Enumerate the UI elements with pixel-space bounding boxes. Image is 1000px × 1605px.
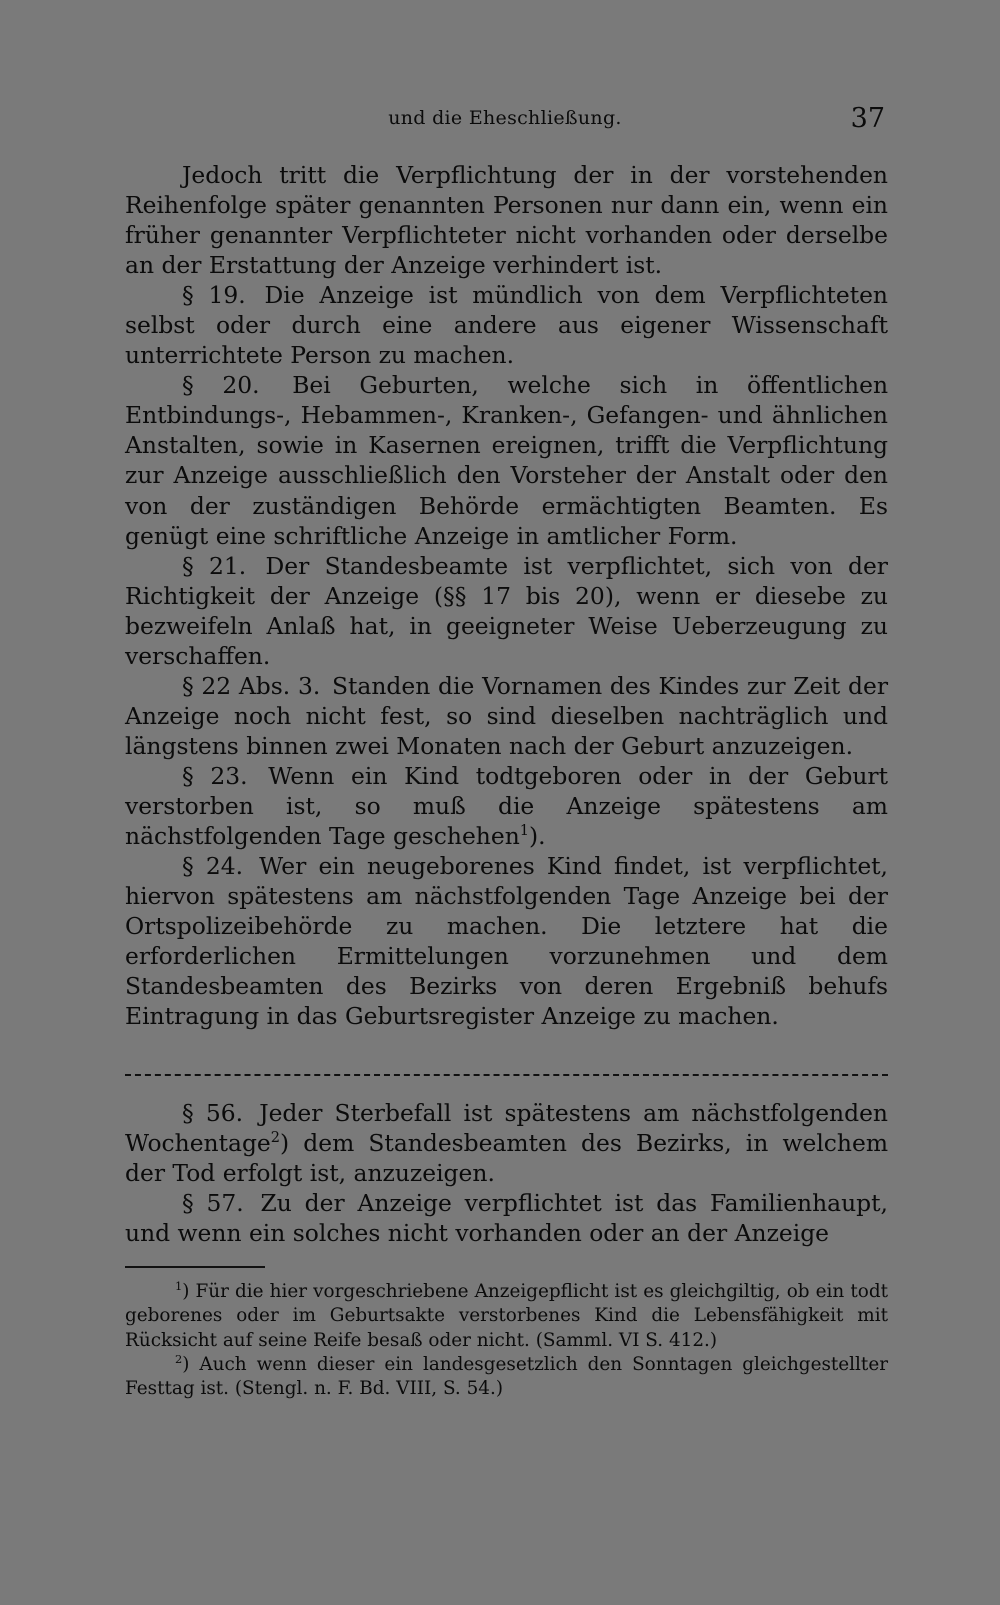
omission-dash-rule: [125, 1074, 888, 1080]
main-text: [125, 160, 888, 1031]
paragraph-text: Standen die Vornamen des Kindes zur Zeit der Anzeige noch nicht fest, so sind dieselben nachträglich und längstens binnen zwei Monaten nach der Geburt anzuzeigen.: [125, 671, 889, 760]
paragraph-text: Jeder Sterbefall ist spätestens am nächstfolgenden Wochentage: [125, 1099, 888, 1158]
footnote-mark: 1: [175, 1278, 183, 1293]
footnote-ref: 2: [270, 1130, 281, 1147]
section-number: § 19.: [182, 281, 246, 310]
paragraph-section-22: [125, 671, 888, 761]
section-number: § 22 Abs. 3.: [182, 671, 321, 700]
footnote: [125, 1280, 888, 1353]
section-number: § 24.: [182, 852, 244, 881]
paragraph-section-19: [125, 280, 888, 370]
paragraph-section-20: [125, 370, 888, 550]
section-number: § 57.: [182, 1189, 244, 1218]
running-title: und die Eheschließung.: [388, 107, 622, 129]
paragraph-text: Die Anzeige ist mündlich von dem Verpflichteten selbst oder durch eine andere aus eigener Wissenschaft unterrichtete Person zu machen.: [125, 281, 889, 370]
paragraph-section-24: [125, 851, 888, 1031]
footnote-rule: [125, 1266, 265, 1268]
paragraph-text: Zu der Anzeige verpflichtet ist das Familienhaupt, und wenn ein solches nicht vorhanden oder an der Anzeige: [125, 1189, 888, 1248]
section-number: § 23.: [182, 761, 248, 790]
running-head: [125, 103, 885, 139]
footnote-text: ) Auch wenn dieser ein landesgesetzlich den Sonntagen gleichgestellter Festtag ist. (Stengl. n. F. Bd. VIII, S. 54.): [125, 1353, 888, 1400]
paragraph-text: Der Standesbeamte ist verpflichtet, sich von der Richtigkeit der Anzeige (§§ 17 bis 20), wenn er diesebe zu bezweifeln Anlaß hat, in geeigneter Weise Ueberzeugung zu verschaffen.: [125, 551, 888, 670]
paragraph-text: Wenn ein Kind todtgeboren oder in der Geburt verstorben ist, so muß die Anzeige spätestens am nächstfolgenden Tage geschehen: [125, 761, 888, 851]
paragraph: [125, 160, 888, 280]
footnote: [125, 1353, 888, 1402]
paragraph-section-57: [125, 1188, 888, 1248]
paragraph-text: Wer ein neugeborenes Kind findet, ist verpflichtet, hiervon spätestens am nächstfolgenden Tage Anzeige bei der Ortspolizeibehörde zu machen. Die letztere hat die erforderlichen Ermittelungen vorzunehmen und dem Standesbeamten des Bezirks von deren Ergebniß behufs Eintragung in das Geburtsregister Anzeige zu machen.: [125, 852, 888, 1031]
section-number: § 56.: [182, 1099, 244, 1127]
paragraph-section-56: [125, 1098, 888, 1188]
section-number: § 21.: [182, 551, 247, 580]
paragraph-section-21: [125, 551, 888, 671]
footnotes: [125, 1280, 888, 1401]
footnote-ref: 1: [519, 823, 530, 840]
paragraph-section-23: [125, 761, 888, 851]
paragraph-text: Bei Geburten, welche sich in öffentlichen Entbindungs-, Hebammen-, Kranken-, Gefangen- und ähnlichen Anstalten, sowie in Kasernen ereignen, trifft die Verpflichtung zur Anzeige ausschließlich den Vorsteher der Anstalt oder den von der zuständigen Behörde ermächtigten Beamten. Es genügt eine schriftliche Anzeige in amtlicher Form.: [125, 371, 889, 550]
paragraph-text: Jedoch tritt die Verpflichtung der in der vorstehenden Reihenfolge später genannten Personen nur dann ein, wenn ein früher genannter Verpflichteter nicht vorhanden oder derselbe an der Erstattung der Anzeige verhindert ist.: [125, 161, 888, 280]
footnote-mark: 2: [175, 1351, 183, 1366]
page-number: 37: [850, 103, 885, 134]
section-number: § 20.: [182, 371, 260, 400]
footnote-text: ) Für die hier vorgeschriebene Anzeigepflicht ist es gleichgiltig, ob ein todt geborenes oder im Geburtsakte verstorbenes Kind die Lebensfähigkeit mit Rücksicht auf seine Reife besaß oder nicht. (Samml. VI S. 412.): [125, 1281, 888, 1351]
paragraph-text-tail: ).: [529, 822, 546, 851]
main-text-continued: [125, 1098, 888, 1248]
paragraph-text-tail: ) dem Standesbeamten des Bezirks, in welchem der Tod erfolgt ist, anzuzeigen.: [125, 1129, 888, 1188]
